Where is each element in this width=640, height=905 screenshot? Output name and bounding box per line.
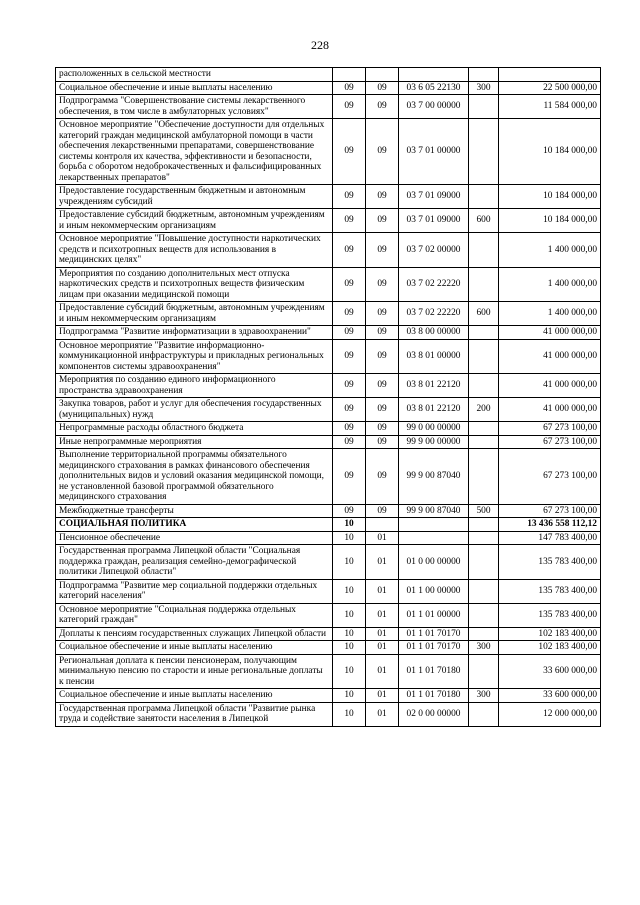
cell-target-article: 03 6 05 22130: [399, 81, 469, 95]
cell-target-article: 99 9 00 00000: [399, 435, 469, 449]
cell-expense-type: 300: [469, 81, 499, 95]
cell-amount: 41 000 000,00: [499, 374, 601, 398]
cell-section: 09: [333, 81, 366, 95]
cell-name: Пенсионное обеспечение: [56, 531, 333, 545]
cell-amount: 10 184 000,00: [499, 185, 601, 209]
cell-section: 10: [333, 531, 366, 545]
cell-target-article: 03 7 02 22220: [399, 302, 469, 326]
table-row: [56, 579, 601, 603]
cell-subsection: 09: [366, 119, 399, 185]
cell-section: 09: [333, 398, 366, 422]
cell-section: 09: [333, 185, 366, 209]
cell-expense-type: 200: [469, 398, 499, 422]
table-row: [56, 504, 601, 518]
cell-target-article: 01 1 01 70180: [399, 654, 469, 689]
cell-target-article: 01 1 01 00000: [399, 603, 469, 627]
table-row: [56, 326, 601, 340]
cell-subsection: 01: [366, 545, 399, 580]
cell-subsection: 01: [366, 627, 399, 641]
cell-target-article: 01 1 01 70170: [399, 641, 469, 655]
cell-subsection: 09: [366, 95, 399, 119]
cell-name: Иные непрограммные мероприятия: [56, 435, 333, 449]
cell-expense-type: [469, 435, 499, 449]
cell-name: Социальное обеспечение и иные выплаты населению: [56, 81, 333, 95]
table-row: [56, 302, 601, 326]
cell-amount: 67 273 100,00: [499, 422, 601, 436]
cell-target-article: 03 7 00 00000: [399, 95, 469, 119]
cell-target-article: 03 8 01 22120: [399, 374, 469, 398]
cell-name: Основное мероприятие "Повышение доступности наркотических средств и психотропных веществ для использования в медицинских целях": [56, 233, 333, 268]
cell-subsection: 09: [366, 81, 399, 95]
cell-subsection: [366, 68, 399, 82]
cell-expense-type: [469, 449, 499, 505]
table-row: [56, 449, 601, 505]
table-row: [56, 545, 601, 580]
table-row: [56, 627, 601, 641]
cell-expense-type: [469, 654, 499, 689]
cell-amount: 11 584 000,00: [499, 95, 601, 119]
cell-amount: 67 273 100,00: [499, 449, 601, 505]
cell-section: 10: [333, 641, 366, 655]
cell-section: 09: [333, 435, 366, 449]
cell-name: Основное мероприятие "Социальная поддержка отдельных категорий граждан": [56, 603, 333, 627]
cell-name: Закупка товаров, работ и услуг для обеспечения государственных (муниципальных) нужд: [56, 398, 333, 422]
cell-subsection: [366, 518, 399, 532]
cell-target-article: [399, 531, 469, 545]
cell-expense-type: [469, 518, 499, 532]
cell-amount: 135 783 400,00: [499, 579, 601, 603]
cell-amount: 12 000 000,00: [499, 702, 601, 726]
cell-section: 09: [333, 95, 366, 119]
cell-subsection: 09: [366, 398, 399, 422]
cell-expense-type: [469, 627, 499, 641]
cell-section: 10: [333, 603, 366, 627]
cell-name: Социальное обеспечение и иные выплаты населению: [56, 689, 333, 703]
cell-expense-type: [469, 374, 499, 398]
cell-name: расположенных в сельской местности: [56, 68, 333, 82]
cell-amount: 41 000 000,00: [499, 398, 601, 422]
cell-subsection: 09: [366, 422, 399, 436]
cell-section: 09: [333, 422, 366, 436]
page-number: 228: [311, 38, 329, 52]
cell-subsection: 01: [366, 702, 399, 726]
cell-amount: 67 273 100,00: [499, 504, 601, 518]
cell-target-article: 03 8 01 00000: [399, 339, 469, 374]
table-row: [56, 209, 601, 233]
cell-expense-type: [469, 326, 499, 340]
cell-amount: 135 783 400,00: [499, 545, 601, 580]
table-row: [56, 267, 601, 302]
cell-amount: [499, 68, 601, 82]
table-row: [56, 185, 601, 209]
cell-subsection: 09: [366, 302, 399, 326]
cell-section: 10: [333, 545, 366, 580]
cell-target-article: 03 7 02 00000: [399, 233, 469, 268]
cell-amount: 1 400 000,00: [499, 267, 601, 302]
budget-table-body: [56, 68, 601, 727]
cell-name: Подпрограмма "Совершенствование системы лекарственного обеспечения, в том числе в амбулаторных условиях": [56, 95, 333, 119]
cell-amount: 102 183 400,00: [499, 641, 601, 655]
cell-expense-type: [469, 119, 499, 185]
budget-table: [55, 67, 601, 727]
cell-target-article: 03 7 01 09000: [399, 185, 469, 209]
cell-subsection: 09: [366, 504, 399, 518]
cell-subsection: 09: [366, 435, 399, 449]
cell-section: 09: [333, 119, 366, 185]
cell-expense-type: [469, 185, 499, 209]
cell-expense-type: [469, 579, 499, 603]
cell-expense-type: [469, 531, 499, 545]
cell-section: 09: [333, 233, 366, 268]
table-row: [56, 339, 601, 374]
cell-amount: 41 000 000,00: [499, 326, 601, 340]
cell-name: Непрограммные расходы областного бюджета: [56, 422, 333, 436]
cell-section: 09: [333, 302, 366, 326]
table-row: [56, 654, 601, 689]
cell-section: 10: [333, 518, 366, 532]
cell-amount: 1 400 000,00: [499, 302, 601, 326]
cell-name: Межбюджетные трансферты: [56, 504, 333, 518]
table-row: [56, 531, 601, 545]
cell-expense-type: 600: [469, 209, 499, 233]
cell-target-article: 99 9 00 87040: [399, 449, 469, 505]
cell-section: 10: [333, 654, 366, 689]
cell-expense-type: [469, 545, 499, 580]
cell-section: 10: [333, 579, 366, 603]
table-row: [56, 641, 601, 655]
cell-expense-type: 300: [469, 689, 499, 703]
cell-name: Социальное обеспечение и иные выплаты населению: [56, 641, 333, 655]
cell-target-article: 01 0 00 00000: [399, 545, 469, 580]
cell-name: Предоставление государственным бюджетным и автономным учреждениям субсидий: [56, 185, 333, 209]
cell-expense-type: [469, 267, 499, 302]
cell-name: Мероприятия по созданию единого информационного пространства здравоохранения: [56, 374, 333, 398]
cell-amount: 102 183 400,00: [499, 627, 601, 641]
table-row: [56, 518, 601, 532]
table-row: [56, 233, 601, 268]
table-row: [56, 702, 601, 726]
cell-expense-type: [469, 68, 499, 82]
cell-name: Основное мероприятие "Обеспечение доступности для отдельных категорий граждан медицинской амбулаторной помощи в части обеспечения лекарственными препаратами, совершенствование системы контроля их качества, эффективности и безопасности, борьба с оборотом недоброкачественных и фальсифицированных лекарственных препаратов": [56, 119, 333, 185]
cell-section: 10: [333, 689, 366, 703]
cell-expense-type: [469, 339, 499, 374]
cell-amount: 33 600 000,00: [499, 689, 601, 703]
cell-name: Государственная программа Липецкой области "Развитие рынка труда и содействие занятости населения в Липецкой: [56, 702, 333, 726]
cell-name: Мероприятия по созданию дополнительных мест отпуска наркотических средств и психотропных веществ физическим лицам при оказании медицинской помощи: [56, 267, 333, 302]
cell-subsection: 01: [366, 654, 399, 689]
cell-subsection: 09: [366, 185, 399, 209]
cell-name: Выполнение территориальной программы обязательного медицинского страхования в рамках финансового обеспечения дополнительных видов и условий оказания медицинской помощи, не установленной базовой программой обязательного медицинского страхования: [56, 449, 333, 505]
cell-target-article: 01 1 01 70180: [399, 689, 469, 703]
cell-name: Доплаты к пенсиям государственных служащих Липецкой области: [56, 627, 333, 641]
cell-amount: 22 500 000,00: [499, 81, 601, 95]
cell-target-article: 03 7 01 00000: [399, 119, 469, 185]
cell-amount: 1 400 000,00: [499, 233, 601, 268]
cell-subsection: 01: [366, 579, 399, 603]
cell-amount: 10 184 000,00: [499, 119, 601, 185]
cell-expense-type: 600: [469, 302, 499, 326]
cell-section: 09: [333, 339, 366, 374]
cell-amount: 67 273 100,00: [499, 435, 601, 449]
cell-name: Подпрограмма "Развитие информатизации в здравоохранении": [56, 326, 333, 340]
cell-name: Основное мероприятие "Развитие информационно-коммуникационной инфраструктуры и прикладных региональных компонентов системы здравоохранения": [56, 339, 333, 374]
cell-amount: 13 436 558 112,12: [499, 518, 601, 532]
table-row: [56, 422, 601, 436]
cell-target-article: 99 9 00 87040: [399, 504, 469, 518]
cell-target-article: 01 1 00 00000: [399, 579, 469, 603]
cell-section: 10: [333, 702, 366, 726]
table-row: [56, 435, 601, 449]
cell-section: 09: [333, 326, 366, 340]
cell-amount: 33 600 000,00: [499, 654, 601, 689]
cell-subsection: 09: [366, 339, 399, 374]
cell-subsection: 01: [366, 603, 399, 627]
cell-target-article: 03 7 02 22220: [399, 267, 469, 302]
cell-name: Предоставление субсидий бюджетным, автономным учреждениям и иным некоммерческим организациям: [56, 302, 333, 326]
cell-target-article: 03 7 01 09000: [399, 209, 469, 233]
cell-expense-type: [469, 233, 499, 268]
cell-target-article: 02 0 00 00000: [399, 702, 469, 726]
cell-amount: 147 783 400,00: [499, 531, 601, 545]
cell-section: [333, 68, 366, 82]
cell-target-article: 03 8 01 22120: [399, 398, 469, 422]
cell-subsection: 09: [366, 233, 399, 268]
cell-expense-type: [469, 603, 499, 627]
cell-expense-type: [469, 702, 499, 726]
cell-amount: 135 783 400,00: [499, 603, 601, 627]
cell-expense-type: [469, 95, 499, 119]
cell-name: Предоставление субсидий бюджетным, автономным учреждениям и иным некоммерческим организациям: [56, 209, 333, 233]
table-row: [56, 374, 601, 398]
cell-target-article: 01 1 01 70170: [399, 627, 469, 641]
cell-name: Подпрограмма "Развитие мер социальной поддержки отдельных категорий населения": [56, 579, 333, 603]
cell-section: 10: [333, 627, 366, 641]
cell-target-article: 03 8 00 00000: [399, 326, 469, 340]
table-row: [56, 81, 601, 95]
cell-subsection: 09: [366, 326, 399, 340]
table-row: [56, 68, 601, 82]
table-row: [56, 95, 601, 119]
cell-subsection: 09: [366, 449, 399, 505]
cell-subsection: 09: [366, 267, 399, 302]
cell-subsection: 01: [366, 641, 399, 655]
cell-expense-type: 300: [469, 641, 499, 655]
cell-name: Региональная доплата к пенсии пенсионерам, получающим минимальную пенсию по старости и иные региональные доплаты к пенсии: [56, 654, 333, 689]
table-row: [56, 119, 601, 185]
cell-section: 09: [333, 267, 366, 302]
cell-subsection: 09: [366, 209, 399, 233]
cell-subsection: 09: [366, 374, 399, 398]
cell-expense-type: [469, 422, 499, 436]
cell-subsection: 01: [366, 689, 399, 703]
table-row: [56, 689, 601, 703]
cell-amount: 10 184 000,00: [499, 209, 601, 233]
cell-target-article: [399, 68, 469, 82]
table-row: [56, 603, 601, 627]
cell-section: 09: [333, 449, 366, 505]
cell-section: 09: [333, 374, 366, 398]
cell-subsection: 01: [366, 531, 399, 545]
cell-expense-type: 500: [469, 504, 499, 518]
cell-name: СОЦИАЛЬНАЯ ПОЛИТИКА: [56, 518, 333, 532]
cell-section: 09: [333, 504, 366, 518]
cell-target-article: 99 0 00 00000: [399, 422, 469, 436]
cell-amount: 41 000 000,00: [499, 339, 601, 374]
cell-target-article: [399, 518, 469, 532]
table-row: [56, 398, 601, 422]
cell-name: Государственная программа Липецкой области "Социальная поддержка граждан, реализация семейно-демографической политики Липецкой области": [56, 545, 333, 580]
cell-section: 09: [333, 209, 366, 233]
